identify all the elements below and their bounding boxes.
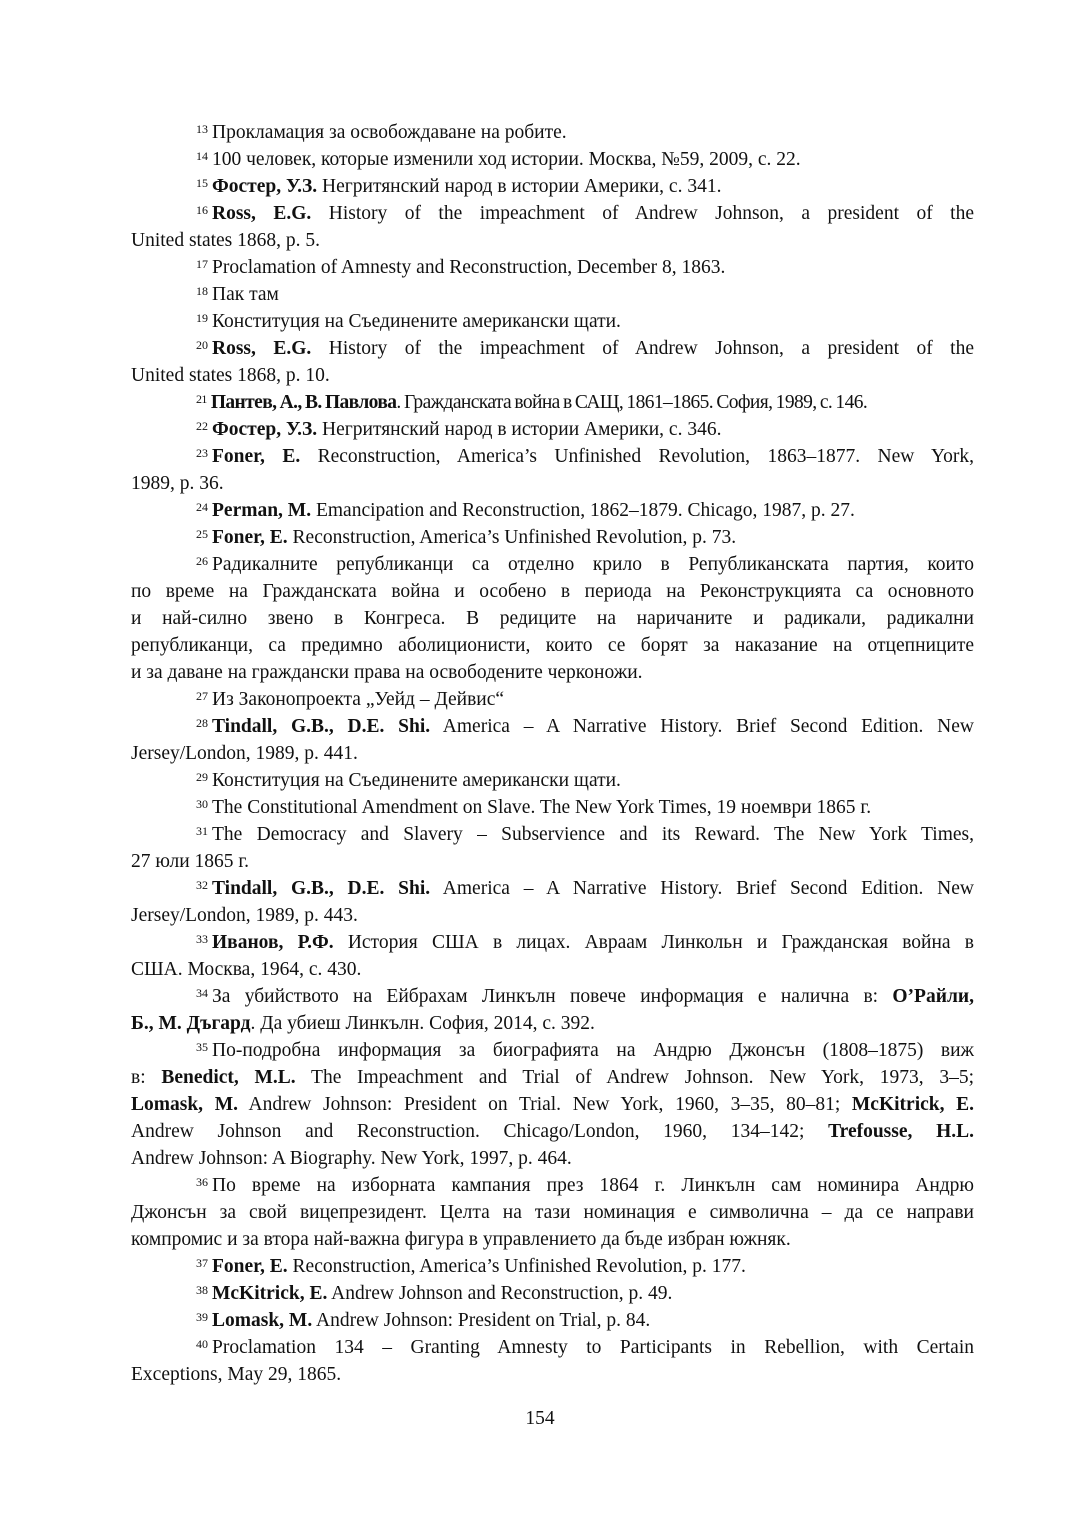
footnote — [131, 1172, 974, 1253]
author-name: Ross, E.G. — [212, 338, 312, 359]
footnote-line — [131, 254, 974, 281]
footnote — [131, 173, 974, 200]
footnote — [131, 443, 974, 497]
footnote-line — [131, 605, 974, 632]
footnote — [131, 254, 974, 281]
citation-text: Andrew Johnson: President on Trial. New York, 1960, 3–35, 80–81; — [237, 1094, 852, 1115]
footnote — [131, 929, 974, 983]
author-name: Perman, M. — [212, 500, 312, 521]
author-name: Tindall, G.B., D.E. Shi. — [212, 716, 431, 737]
footnote-line — [131, 389, 974, 416]
footnote-line — [131, 119, 974, 146]
footnote — [131, 1307, 974, 1334]
footnote — [131, 875, 974, 929]
citation-text: История США в лицах. Авраам Линкольн и Гражданская война в — [333, 932, 974, 953]
footnote-number: 16 — [196, 203, 208, 217]
footnote — [131, 146, 974, 173]
footnote-line — [131, 1118, 974, 1145]
footnote-line — [131, 821, 974, 848]
footnote — [131, 308, 974, 335]
citation-text: Andrew Johnson and Reconstruction. Chicago/London, 1960, 134–142; — [131, 1121, 829, 1142]
footnote-line — [131, 1199, 974, 1226]
citation-text: По-подробна информация за биографията на Андрю Джонсън (1808–1875) виж — [212, 1040, 974, 1061]
citation-text: . Да убиеш Линкълн. София, 2014, с. 392. — [250, 1013, 595, 1034]
footnote-line — [131, 1091, 974, 1118]
footnote-line — [131, 1064, 974, 1091]
footnote-number: 18 — [196, 284, 208, 298]
footnote — [131, 1037, 974, 1172]
citation-text: Reconstruction, America’s Unfinished Revolution, 1863–1877. New York, — [300, 446, 974, 467]
citation-text: The Democracy and Slavery – Subservience and its Reward. The New York Times, — [212, 824, 974, 845]
citation-text: Негритянский народ в истории Америки, с. 346. — [317, 419, 722, 440]
footnote — [131, 389, 974, 416]
footnote-line — [131, 686, 974, 713]
footnote-number: 37 — [196, 1256, 208, 1270]
citation-text: Proclamation 134 – Granting Amnesty to Participants in Rebellion, with Certain — [212, 1337, 974, 1358]
footnote — [131, 524, 974, 551]
footnote — [131, 200, 974, 254]
citation-text: America – A Narrative History. Brief Second Edition. New — [430, 878, 974, 899]
author-name: Trefousse, H.L. — [828, 1121, 974, 1142]
author-name: Ross, E.G. — [212, 203, 312, 224]
author-name: McKitrick, E. — [212, 1283, 328, 1304]
footnote-number: 29 — [196, 770, 208, 784]
footnote-number: 38 — [196, 1283, 208, 1297]
footnote — [131, 794, 974, 821]
footnote-line — [131, 1334, 974, 1361]
author-name: Foner, E. — [212, 1256, 288, 1277]
citation-text: 100 человек, которые изменили ход истории. Москва, №59, 2009, с. 22. — [212, 149, 801, 170]
footnote-line — [131, 146, 974, 173]
author-name: Foner, E. — [212, 527, 288, 548]
citation-text: History of the impeachment of Andrew Johnson, a president of the — [311, 203, 974, 224]
footnote-line — [131, 281, 974, 308]
citation-text: За убийството на Ейбрахам Линкълн повече информация е налична в: — [212, 986, 893, 1007]
author-name: McKitrick, E. — [851, 1094, 975, 1115]
citation-text: по време на Гражданската война и особено в периода на Реконструкцията са основното — [131, 581, 974, 602]
citation-text: Emancipation and Reconstruction, 1862–1879. Chicago, 1987, p. 27. — [311, 500, 855, 521]
citation-text: Andrew Johnson: President on Trial, p. 84. — [312, 1310, 651, 1331]
footnote-line — [131, 956, 974, 983]
footnote-line — [131, 173, 974, 200]
citation-text: Прокламация за освобождаване на робите. — [212, 122, 567, 143]
citation-text: По време на изборната кампания през 1864 г. Линкълн сам номинира Андрю — [212, 1175, 974, 1196]
citation-text: America – A Narrative History. Brief Second Edition. New — [430, 716, 974, 737]
footnote-line — [131, 1253, 974, 1280]
footnote-line — [131, 1361, 974, 1388]
author-name: Пантев, А., В. Павлова — [210, 392, 397, 413]
citation-text: США. Москва, 1964, с. 430. — [131, 959, 362, 980]
citation-text: Jersey/London, 1989, p. 443. — [131, 905, 358, 926]
footnote-line — [131, 1172, 974, 1199]
footnote-line — [131, 794, 974, 821]
footnote-line — [131, 578, 974, 605]
footnote-number: 20 — [196, 338, 208, 352]
footnote — [131, 335, 974, 389]
footnote-number: 19 — [196, 311, 208, 325]
footnote — [131, 119, 974, 146]
footnote-line — [131, 1010, 974, 1037]
citation-text: Джонсън за свой вицепрезидент. Целта на тази номинация е символична – да се направи — [131, 1202, 974, 1223]
footnote-line — [131, 740, 974, 767]
footnote-number: 40 — [196, 1337, 208, 1351]
citation-text: Jersey/London, 1989, p. 441. — [131, 743, 358, 764]
citation-text: в: — [131, 1067, 162, 1088]
footnote-number: 23 — [196, 446, 208, 460]
footnote-number: 35 — [196, 1040, 208, 1054]
page-number: 154 — [525, 1408, 555, 1429]
author-name: Б., М. Дъгард — [131, 1013, 251, 1034]
footnote — [131, 686, 974, 713]
footnote — [131, 497, 974, 524]
author-name: О’Райли, — [892, 986, 974, 1007]
footnote-line — [131, 524, 974, 551]
footnote-line — [131, 200, 974, 227]
footnote-line — [131, 632, 974, 659]
footnote-number: 33 — [196, 932, 208, 946]
citation-text: Reconstruction, America’s Unfinished Revolution, p. 177. — [287, 1256, 746, 1277]
citation-text: Proclamation of Amnesty and Reconstruction, December 8, 1863. — [212, 257, 726, 278]
citation-text: Негритянский народ в истории Америки, с. 341. — [317, 176, 722, 197]
footnote-line — [131, 767, 974, 794]
footnote-line — [131, 1307, 974, 1334]
author-name: Lomask, M. — [131, 1094, 238, 1115]
citation-text: 1989, p. 36. — [131, 473, 224, 494]
footnote-number: 27 — [196, 689, 208, 703]
citation-text: United states 1868, p. 10. — [131, 365, 330, 386]
footnote — [131, 281, 974, 308]
footnote-line — [131, 659, 974, 686]
footnote-number: 26 — [196, 554, 208, 568]
author-name: Foner, E. — [212, 446, 301, 467]
footnote-line — [131, 551, 974, 578]
footnote-line — [131, 929, 974, 956]
author-name: Lomask, M. — [212, 1310, 313, 1331]
citation-text: United states 1868, p. 5. — [131, 230, 321, 251]
author-name: Benedict, M.L. — [161, 1067, 296, 1088]
footnote-number: 39 — [196, 1310, 208, 1324]
author-name: Иванов, Р.Ф. — [212, 932, 334, 953]
citation-text: републиканци, са предимно аболиционисти, които се борят за наказание на отцепниците — [131, 635, 974, 656]
citation-text: Andrew Johnson: A Biography. New York, 1997, p. 464. — [131, 1148, 572, 1169]
footnote-number: 31 — [196, 824, 208, 838]
citation-text: The Constitutional Amendment on Slave. The New York Times, 19 ноември 1865 г. — [212, 797, 872, 818]
footnote — [131, 713, 974, 767]
footnote-line — [131, 362, 974, 389]
footnote-number: 25 — [196, 527, 208, 541]
footnote — [131, 1280, 974, 1307]
footnote-number: 24 — [196, 500, 208, 514]
footnote-line — [131, 497, 974, 524]
footnote — [131, 821, 974, 875]
footnote-number: 14 — [196, 149, 208, 163]
citation-text: Радикалните републиканци са отделно крило в Републиканската партия, които — [212, 554, 974, 575]
footnote-number: 36 — [196, 1175, 208, 1189]
footnote — [131, 1334, 974, 1388]
citation-text: Exceptions, May 29, 1865. — [131, 1364, 342, 1385]
footnote-number: 15 — [196, 176, 208, 190]
footnote — [131, 1253, 974, 1280]
footnote-line — [131, 1280, 974, 1307]
citation-text: Andrew Johnson and Reconstruction, p. 49. — [327, 1283, 673, 1304]
footnote-number: 32 — [196, 878, 208, 892]
footnote-line — [131, 443, 974, 470]
footnote-line — [131, 335, 974, 362]
footnote-number: 17 — [196, 257, 208, 271]
citation-text: . Гражданската война в САЩ, 1861–1865. София, 1989, с. 146. — [396, 392, 868, 413]
footnote — [131, 767, 974, 794]
citation-text: Пак там — [212, 284, 279, 305]
citation-text: History of the impeachment of Andrew Johnson, a president of the — [311, 338, 974, 359]
citation-text: Конституция на Съединените американски щати. — [212, 770, 621, 791]
footnote-line — [131, 1226, 974, 1253]
footnote — [131, 983, 974, 1037]
footnote-line — [131, 848, 974, 875]
footnote — [131, 416, 974, 443]
footnote-number: 22 — [196, 419, 208, 433]
footnote-line — [131, 983, 974, 1010]
footnote-line — [131, 902, 974, 929]
footnote-number: 34 — [196, 986, 208, 1000]
footnote-number: 13 — [196, 122, 208, 136]
footnote — [131, 551, 974, 686]
footnote-line — [131, 1037, 974, 1064]
footnotes-list — [131, 119, 974, 1388]
footnote-number: 21 — [196, 392, 207, 406]
citation-text: и за даване на граждански права на освободените черконожи. — [131, 662, 643, 683]
footnote-number: 30 — [196, 797, 208, 811]
citation-text: Из Законопроекта „Уейд – Дейвис“ — [212, 689, 505, 710]
footnote-line — [131, 713, 974, 740]
citation-text: Конституция на Съединените американски щати. — [212, 311, 621, 332]
citation-text: The Impeachment and Trial of Andrew Johnson. New York, 1973, 3–5; — [295, 1067, 975, 1088]
footnote-line — [131, 227, 974, 254]
footnote-line — [131, 416, 974, 443]
author-name: Фостер, У.З. — [212, 419, 318, 440]
citation-text: компромис и за втора най-важна фигура в управлението да бъде избран южняк. — [131, 1229, 791, 1250]
footnote-line — [131, 1145, 974, 1172]
citation-text: 27 юли 1865 г. — [131, 851, 250, 872]
author-name: Tindall, G.B., D.E. Shi. — [212, 878, 431, 899]
citation-text: Reconstruction, America’s Unfinished Revolution, p. 73. — [287, 527, 737, 548]
footnote-number: 28 — [196, 716, 208, 730]
footnote-line — [131, 470, 974, 497]
author-name: Фостер, У.З. — [212, 176, 318, 197]
citation-text: и най-силно звено в Конгреса. В редиците на наричаните и радикали, радикални — [131, 608, 974, 629]
footnote-line — [131, 308, 974, 335]
footnote-line — [131, 875, 974, 902]
